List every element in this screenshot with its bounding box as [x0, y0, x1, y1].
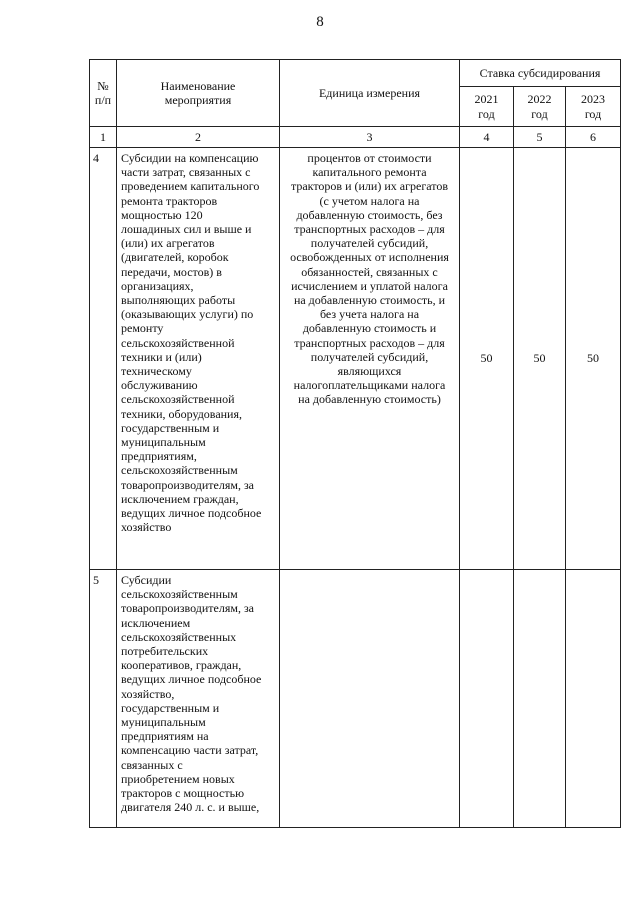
rate-2022 — [514, 570, 566, 828]
rate-2021: 50 — [460, 148, 514, 570]
index-cell-2: 2 — [117, 127, 280, 148]
rate-2023: 50 — [566, 148, 621, 570]
rate-2022: 50 — [514, 148, 566, 570]
header-unit: Единица измерения — [280, 60, 460, 127]
row-number: 5 — [90, 570, 117, 828]
header-year-2022: 2022 год — [514, 87, 566, 127]
index-cell-3: 3 — [280, 127, 460, 148]
unit-of-measure: процентов от стоимости капитального ремонта тракторов и (или) их агрегатов (с учетом налога на добавленную стоимость, без транспортных расходов – для получателей субсидий, освобожденных от исполнения обязанностей, связанных с исчислением и уплатой налога на добавленную стоимость, и без учета налога на добавленную стоимость и транспортных расходов – для получателей субсидий, являющихся налогоплательщиками налога на добавленную стоимость) — [280, 148, 460, 570]
rate-2021 — [460, 570, 514, 828]
header-rate: Ставка субсидирования — [460, 60, 621, 87]
row-number: 4 — [90, 148, 117, 570]
header-name: Наименование мероприятия — [117, 60, 280, 127]
index-cell-4: 4 — [460, 127, 514, 148]
subsidy-rate-table — [89, 59, 621, 828]
header-num: № п/п — [90, 60, 117, 127]
index-cell-1: 1 — [90, 127, 117, 148]
rate-2023 — [566, 570, 621, 828]
page-number: 8 — [316, 14, 324, 30]
table-row — [90, 148, 621, 570]
measure-name: Субсидии сельскохозяйственным товаропроизводителям, за исключением сельскохозяйственных потребительских кооперативов, граждан, ведущих личное подсобное хозяйство, государственным и муниципальным предприятиям на компенсацию части затрат, связанных с приобретением новых тракторов с мощностью двигателя 240 л. с. и выше, — [117, 570, 280, 828]
header-year-2023: 2023 год — [566, 87, 621, 127]
table-row — [90, 570, 621, 828]
header-year-2021: 2021 год — [460, 87, 514, 127]
measure-name: Субсидии на компенсацию части затрат, связанных с проведением капитального ремонта тракторов мощностью 120 лошадиных сил и выше и (или) их агрегатов (двигателей, коробок передачи, мостов) в организациях, выполняющих работы (оказывающих услуги) по ремонту сельскохозяйственной техники и (или) техническому обслуживанию сельскохозяйственной техники, оборудования, государственным и муниципальным предприятиям, сельскохозяйственным товаропроизводителям, за исключением граждан, ведущих личное подсобное хозяйство — [117, 148, 280, 570]
index-cell-6: 6 — [566, 127, 621, 148]
unit-of-measure — [280, 570, 460, 828]
index-cell-5: 5 — [514, 127, 566, 148]
